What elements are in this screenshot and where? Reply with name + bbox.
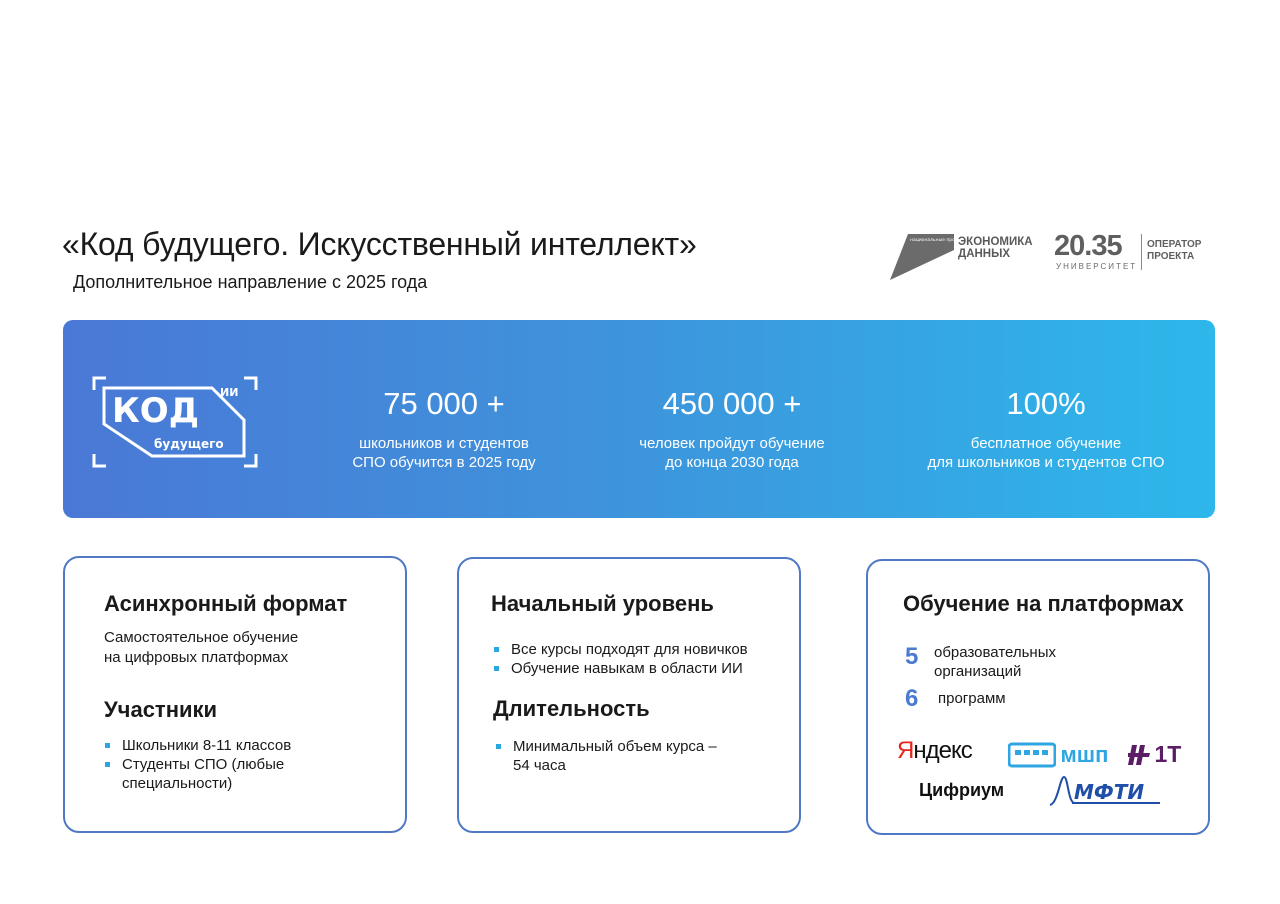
operator-line1: ОПЕРАТОР (1147, 239, 1202, 250)
university-number: 20.35 (1054, 230, 1122, 262)
1t-text: 1Т (1154, 741, 1182, 767)
economy-line1: ЭКОНОМИКА (958, 236, 1033, 248)
card-heading: Обучение на платформах (903, 591, 1184, 616)
university-2035-logo (1054, 230, 1204, 274)
stat-people (614, 384, 850, 472)
yandex-logo-rest: ндекс (913, 737, 972, 764)
economy-data-logo (888, 234, 1038, 280)
card-heading: Асинхронный формат (104, 591, 348, 616)
kod-main-text: КОД (112, 391, 199, 431)
card-level (457, 557, 801, 833)
stat-value: 450 000 + (662, 386, 802, 421)
stat-students (316, 384, 572, 472)
stat-free (886, 384, 1206, 472)
page-subtitle: Дополнительное направление с 2025 года (73, 272, 428, 292)
list-item (495, 737, 717, 775)
list-item-continuation: специальности) (122, 775, 233, 792)
kod-ai-text: ИИ (220, 386, 239, 399)
list-item: Школьники 8-11 классов (104, 736, 291, 755)
mshp-text: мшп (1060, 742, 1109, 767)
card-platforms (866, 559, 1210, 835)
page-title: «Код будущего. Искусственный интеллект» (62, 226, 697, 262)
yandex-logo: Яндекс (897, 737, 972, 764)
stat-desc-line2: до конца 2030 года (665, 454, 799, 471)
list-item-line1: Минимальный объем курса – (513, 738, 717, 755)
list-item: Студенты СПО (любые (104, 755, 291, 774)
programs-count: 6 (905, 685, 919, 712)
mfti-text: МФТИ (1074, 780, 1145, 804)
card-text-line2: на цифровых платформах (104, 649, 289, 666)
duration-list (495, 737, 717, 775)
card-heading: Начальный уровень (491, 591, 714, 616)
university-label: УНИВЕРСИТЕТ (1056, 262, 1138, 271)
mshp-logo (1008, 742, 1108, 768)
stat-desc-line1: человек пройдут обучение (639, 435, 825, 452)
operator-line2: ПРОЕКТА (1147, 251, 1195, 262)
1t-stripes-icon (1128, 743, 1150, 767)
card-heading: Участники (104, 697, 218, 722)
card-format (63, 556, 407, 833)
card-text-line1: Самостоятельное обучение (104, 629, 299, 646)
kod-sub-text: будущего (154, 437, 224, 451)
stat-desc-line1: бесплатное обучение (970, 435, 1122, 452)
cifrium-logo: Цифриум (919, 780, 1005, 800)
card-heading: Длительность (493, 696, 650, 721)
list-item: Обучение навыкам в области ИИ (493, 659, 748, 678)
national-projects-text: национальные про (910, 238, 955, 243)
orgs-count: 5 (905, 643, 919, 670)
stat-value: 75 000 + (383, 386, 505, 421)
mfti-logo (1048, 773, 1164, 812)
programs-label: программ (938, 690, 1006, 707)
stat-desc-line1: школьников и студентов (359, 435, 529, 452)
mfti-wave-icon (1048, 773, 1164, 807)
participants-list (104, 736, 291, 793)
mshp-icon (1008, 742, 1056, 768)
stat-value: 100% (1006, 386, 1086, 421)
kod-frame-icon (92, 376, 260, 470)
logo-divider (1141, 234, 1142, 270)
orgs-label-line1: образовательных (934, 644, 1056, 661)
stat-desc-line2: для школьников и студентов СПО (927, 454, 1165, 471)
1t-logo (1128, 741, 1181, 768)
stat-desc-line2: СПО обучится в 2025 году (352, 454, 536, 471)
national-projects-icon (888, 234, 956, 280)
list-item: Все курсы подходят для новичков (493, 640, 748, 659)
economy-line2: ДАННЫХ (958, 248, 1011, 260)
level-list (493, 640, 748, 678)
kod-budushchego-logo (92, 376, 260, 470)
list-item-line2: 54 часа (513, 757, 566, 774)
orgs-label-line2: организаций (934, 663, 1022, 680)
